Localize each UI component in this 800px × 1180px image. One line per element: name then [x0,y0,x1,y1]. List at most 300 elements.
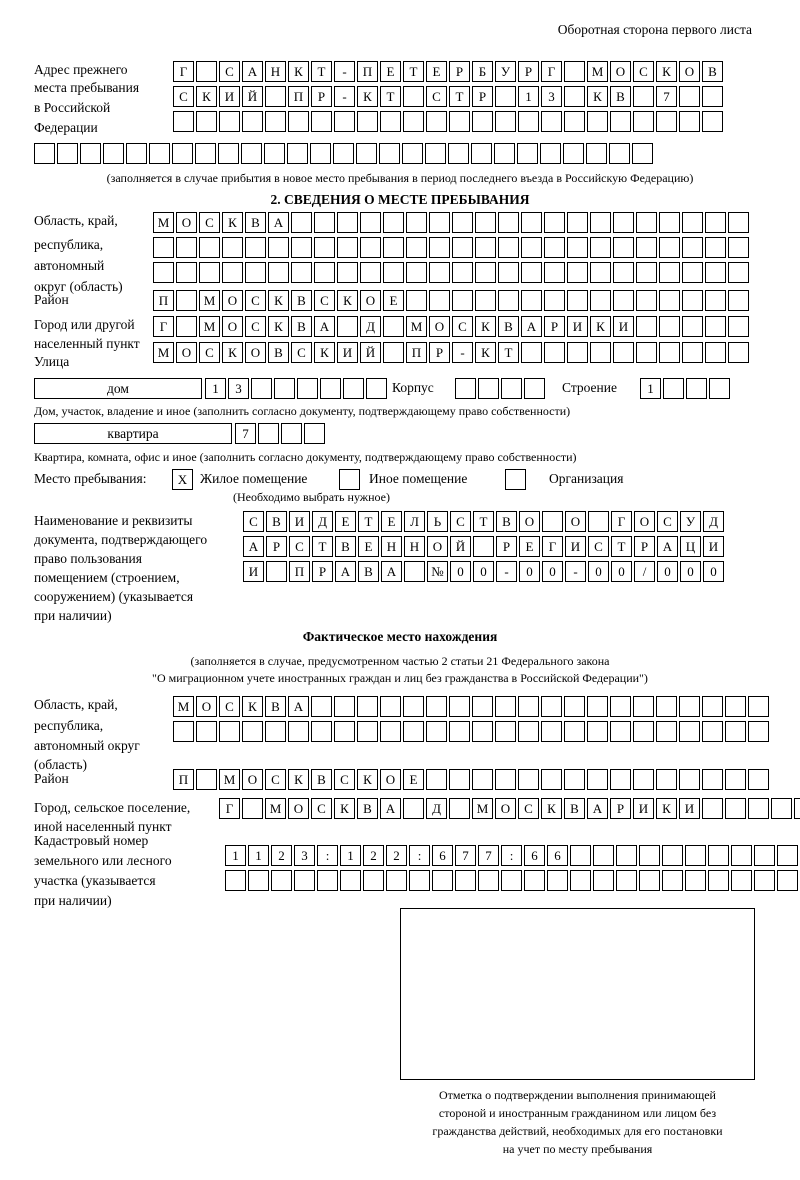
char-cell[interactable]: 3 [228,378,249,399]
char-cell[interactable] [544,237,565,258]
char-cell[interactable]: Т [473,511,494,532]
char-cell[interactable] [297,378,318,399]
char-cell[interactable]: № [427,561,448,582]
char-cell[interactable]: Г [153,316,174,337]
char-cell[interactable]: П [173,769,194,790]
char-cell[interactable]: М [265,798,286,819]
actual-region-row-1[interactable] [173,696,771,717]
char-cell[interactable] [317,870,338,891]
char-cell[interactable]: - [334,61,355,82]
char-cell[interactable]: М [153,212,174,233]
char-cell[interactable] [705,342,726,363]
char-cell[interactable]: Р [610,798,631,819]
char-cell[interactable] [610,721,631,742]
char-cell[interactable] [567,290,588,311]
char-cell[interactable] [682,237,703,258]
char-cell[interactable] [567,262,588,283]
char-cell[interactable]: Е [383,290,404,311]
char-cell[interactable] [563,143,584,164]
stay-type-checkbox-residential[interactable]: Х [172,469,193,490]
char-cell[interactable] [449,769,470,790]
char-cell[interactable] [429,290,450,311]
char-cell[interactable]: С [219,696,240,717]
char-cell[interactable] [455,870,476,891]
char-cell[interactable] [587,769,608,790]
char-cell[interactable]: Р [472,86,493,107]
char-cell[interactable]: О [176,212,197,233]
char-cell[interactable] [314,262,335,283]
char-cell[interactable] [705,290,726,311]
char-cell[interactable] [613,290,634,311]
char-cell[interactable] [567,342,588,363]
char-cell[interactable] [705,237,726,258]
char-cell[interactable] [242,111,263,132]
char-cell[interactable] [426,111,447,132]
char-cell[interactable] [245,237,266,258]
char-cell[interactable] [337,237,358,258]
char-cell[interactable]: К [268,290,289,311]
char-cell[interactable]: В [702,61,723,82]
char-cell[interactable] [564,696,585,717]
char-cell[interactable] [311,696,332,717]
char-cell[interactable]: И [289,511,310,532]
char-cell[interactable] [570,845,591,866]
char-cell[interactable] [426,696,447,717]
char-cell[interactable]: 3 [541,86,562,107]
char-cell[interactable]: К [357,86,378,107]
char-cell[interactable] [403,696,424,717]
city-row[interactable] [153,316,751,337]
char-cell[interactable]: Р [312,561,333,582]
char-cell[interactable] [705,212,726,233]
char-cell[interactable]: Ц [680,536,701,557]
char-cell[interactable]: 6 [432,845,453,866]
char-cell[interactable] [636,237,657,258]
char-cell[interactable] [268,262,289,283]
char-cell[interactable]: С [633,61,654,82]
char-cell[interactable]: К [475,342,496,363]
char-cell[interactable] [659,316,680,337]
prev-address-row-3[interactable] [173,111,725,132]
char-cell[interactable]: Е [380,61,401,82]
char-cell[interactable] [334,696,355,717]
char-cell[interactable]: У [495,61,516,82]
char-cell[interactable] [429,212,450,233]
char-cell[interactable]: Е [335,511,356,532]
char-cell[interactable]: Д [360,316,381,337]
char-cell[interactable] [613,212,634,233]
char-cell[interactable] [590,212,611,233]
char-cell[interactable] [656,696,677,717]
char-cell[interactable] [429,237,450,258]
char-cell[interactable] [452,212,473,233]
char-cell[interactable]: Г [173,61,194,82]
char-cell[interactable]: 1 [518,86,539,107]
char-cell[interactable] [610,696,631,717]
char-cell[interactable]: К [314,342,335,363]
char-cell[interactable] [195,143,216,164]
char-cell[interactable] [225,870,246,891]
char-cell[interactable] [251,378,272,399]
char-cell[interactable] [383,316,404,337]
char-cell[interactable] [541,721,562,742]
char-cell[interactable] [402,143,423,164]
char-cell[interactable] [682,290,703,311]
char-cell[interactable] [709,378,730,399]
stroenie-cells[interactable] [640,378,732,399]
char-cell[interactable] [705,262,726,283]
char-cell[interactable]: - [565,561,586,582]
char-cell[interactable] [636,342,657,363]
char-cell[interactable]: Г [542,536,563,557]
char-cell[interactable] [567,212,588,233]
char-cell[interactable] [590,342,611,363]
char-cell[interactable]: 0 [519,561,540,582]
char-cell[interactable] [478,870,499,891]
char-cell[interactable] [274,378,295,399]
char-cell[interactable] [222,237,243,258]
char-cell[interactable] [288,111,309,132]
char-cell[interactable] [518,721,539,742]
char-cell[interactable] [587,696,608,717]
char-cell[interactable]: А [521,316,542,337]
char-cell[interactable]: А [381,561,402,582]
char-cell[interactable] [245,262,266,283]
char-cell[interactable] [494,143,515,164]
char-cell[interactable] [386,870,407,891]
char-cell[interactable] [541,111,562,132]
char-cell[interactable] [662,845,683,866]
char-cell[interactable] [311,721,332,742]
char-cell[interactable] [360,262,381,283]
char-cell[interactable]: В [245,212,266,233]
char-cell[interactable] [636,262,657,283]
char-cell[interactable]: Р [266,536,287,557]
char-cell[interactable] [613,237,634,258]
char-cell[interactable] [455,378,476,399]
char-cell[interactable]: И [703,536,724,557]
char-cell[interactable]: В [311,769,332,790]
char-cell[interactable] [686,378,707,399]
stay-type-checkbox-other[interactable] [339,469,360,490]
char-cell[interactable] [725,798,746,819]
char-cell[interactable] [406,290,427,311]
char-cell[interactable] [473,536,494,557]
cadastral-row-2[interactable] [225,870,800,891]
char-cell[interactable] [383,212,404,233]
char-cell[interactable]: А [314,316,335,337]
char-cell[interactable] [357,696,378,717]
char-cell[interactable]: В [268,342,289,363]
char-cell[interactable] [153,262,174,283]
char-cell[interactable]: К [196,86,217,107]
char-cell[interactable]: Т [312,536,333,557]
char-cell[interactable] [380,696,401,717]
char-cell[interactable] [475,262,496,283]
char-cell[interactable]: Д [426,798,447,819]
char-cell[interactable] [176,290,197,311]
char-cell[interactable]: Р [429,342,450,363]
char-cell[interactable] [472,111,493,132]
char-cell[interactable] [314,212,335,233]
char-cell[interactable] [610,769,631,790]
char-cell[interactable] [495,769,516,790]
char-cell[interactable] [196,769,217,790]
actual-region-row-2[interactable] [173,721,771,742]
char-cell[interactable] [633,111,654,132]
char-cell[interactable] [547,870,568,891]
stay-type-checkbox-organization[interactable] [505,469,526,490]
char-cell[interactable] [34,143,55,164]
char-cell[interactable]: Е [519,536,540,557]
char-cell[interactable]: Т [403,61,424,82]
char-cell[interactable] [265,111,286,132]
char-cell[interactable]: С [243,511,264,532]
char-cell[interactable]: - [496,561,517,582]
char-cell[interactable] [590,237,611,258]
char-cell[interactable]: К [268,316,289,337]
char-cell[interactable]: С [199,342,220,363]
actual-district-row[interactable] [173,769,771,790]
prev-address-row-4[interactable] [34,143,655,164]
char-cell[interactable]: И [337,342,358,363]
char-cell[interactable]: 0 [473,561,494,582]
char-cell[interactable] [748,696,769,717]
char-cell[interactable] [728,237,749,258]
char-cell[interactable] [567,237,588,258]
char-cell[interactable] [383,237,404,258]
char-cell[interactable]: Г [611,511,632,532]
char-cell[interactable] [663,378,684,399]
char-cell[interactable] [291,237,312,258]
char-cell[interactable] [199,237,220,258]
char-cell[interactable] [593,845,614,866]
char-cell[interactable]: 7 [478,845,499,866]
char-cell[interactable] [541,696,562,717]
char-cell[interactable] [199,262,220,283]
char-cell[interactable] [685,870,706,891]
char-cell[interactable]: С [289,536,310,557]
char-cell[interactable]: Т [611,536,632,557]
char-cell[interactable]: Т [498,342,519,363]
char-cell[interactable]: Н [265,61,286,82]
char-cell[interactable]: О [610,61,631,82]
char-cell[interactable] [357,721,378,742]
char-cell[interactable] [748,721,769,742]
char-cell[interactable] [498,237,519,258]
char-cell[interactable] [705,316,726,337]
char-cell[interactable] [771,798,792,819]
char-cell[interactable] [540,143,561,164]
char-cell[interactable] [682,316,703,337]
char-cell[interactable] [679,111,700,132]
char-cell[interactable]: Л [404,511,425,532]
char-cell[interactable] [264,143,285,164]
char-cell[interactable] [409,870,430,891]
char-cell[interactable]: А [657,536,678,557]
char-cell[interactable] [176,316,197,337]
char-cell[interactable]: К [656,798,677,819]
document-row-1[interactable] [243,511,726,532]
char-cell[interactable] [103,143,124,164]
char-cell[interactable] [314,237,335,258]
char-cell[interactable] [337,262,358,283]
char-cell[interactable]: С [199,212,220,233]
char-cell[interactable] [498,290,519,311]
prev-address-row-2[interactable] [173,86,725,107]
char-cell[interactable] [613,262,634,283]
char-cell[interactable] [544,290,565,311]
char-cell[interactable] [426,721,447,742]
char-cell[interactable] [564,721,585,742]
char-cell[interactable]: М [587,61,608,82]
char-cell[interactable]: 0 [680,561,701,582]
char-cell[interactable] [521,290,542,311]
char-cell[interactable]: К [475,316,496,337]
char-cell[interactable] [682,342,703,363]
char-cell[interactable]: В [564,798,585,819]
char-cell[interactable]: О [429,316,450,337]
char-cell[interactable]: О [176,342,197,363]
char-cell[interactable]: П [357,61,378,82]
char-cell[interactable]: К [222,212,243,233]
char-cell[interactable] [449,696,470,717]
char-cell[interactable]: С [291,342,312,363]
char-cell[interactable] [357,111,378,132]
char-cell[interactable]: К [590,316,611,337]
char-cell[interactable] [452,290,473,311]
char-cell[interactable] [564,61,585,82]
char-cell[interactable]: : [317,845,338,866]
char-cell[interactable]: С [588,536,609,557]
char-cell[interactable] [196,111,217,132]
char-cell[interactable]: К [587,86,608,107]
char-cell[interactable] [343,378,364,399]
char-cell[interactable]: Е [426,61,447,82]
char-cell[interactable]: П [406,342,427,363]
char-cell[interactable]: А [243,536,264,557]
char-cell[interactable]: 1 [640,378,661,399]
char-cell[interactable]: 7 [656,86,677,107]
document-row-3[interactable] [243,561,726,582]
char-cell[interactable] [406,212,427,233]
document-row-2[interactable] [243,536,726,557]
char-cell[interactable]: И [613,316,634,337]
char-cell[interactable]: Й [242,86,263,107]
char-cell[interactable]: 1 [340,845,361,866]
char-cell[interactable] [404,561,425,582]
char-cell[interactable] [524,378,545,399]
char-cell[interactable]: И [243,561,264,582]
char-cell[interactable]: У [680,511,701,532]
char-cell[interactable] [258,423,279,444]
char-cell[interactable] [472,769,493,790]
char-cell[interactable] [590,262,611,283]
char-cell[interactable] [731,870,752,891]
char-cell[interactable]: М [472,798,493,819]
char-cell[interactable] [702,798,723,819]
char-cell[interactable] [728,212,749,233]
char-cell[interactable]: П [153,290,174,311]
char-cell[interactable] [636,316,657,337]
char-cell[interactable] [406,262,427,283]
char-cell[interactable] [656,111,677,132]
char-cell[interactable] [636,212,657,233]
char-cell[interactable]: А [335,561,356,582]
char-cell[interactable] [728,290,749,311]
char-cell[interactable]: 0 [450,561,471,582]
char-cell[interactable] [196,61,217,82]
char-cell[interactable]: С [657,511,678,532]
char-cell[interactable] [334,721,355,742]
street-row[interactable] [153,342,751,363]
char-cell[interactable] [475,290,496,311]
char-cell[interactable] [777,870,798,891]
char-cell[interactable] [383,262,404,283]
char-cell[interactable] [310,143,331,164]
char-cell[interactable]: С [452,316,473,337]
char-cell[interactable] [425,143,446,164]
char-cell[interactable] [311,111,332,132]
char-cell[interactable] [126,143,147,164]
char-cell[interactable]: Т [311,61,332,82]
char-cell[interactable] [587,111,608,132]
char-cell[interactable] [426,769,447,790]
char-cell[interactable] [685,845,706,866]
char-cell[interactable] [80,143,101,164]
actual-city-row[interactable] [219,798,800,819]
char-cell[interactable] [403,721,424,742]
char-cell[interactable] [570,870,591,891]
char-cell[interactable]: С [314,290,335,311]
char-cell[interactable]: А [587,798,608,819]
char-cell[interactable] [748,769,769,790]
char-cell[interactable] [656,721,677,742]
char-cell[interactable]: Ь [427,511,448,532]
char-cell[interactable] [304,423,325,444]
char-cell[interactable] [495,86,516,107]
char-cell[interactable] [360,212,381,233]
char-cell[interactable] [449,721,470,742]
char-cell[interactable]: - [452,342,473,363]
char-cell[interactable]: 7 [455,845,476,866]
char-cell[interactable] [495,696,516,717]
char-cell[interactable] [471,143,492,164]
prev-address-row-1[interactable] [173,61,725,82]
char-cell[interactable]: С [219,61,240,82]
char-cell[interactable] [248,870,269,891]
char-cell[interactable] [616,870,637,891]
char-cell[interactable]: Е [403,769,424,790]
char-cell[interactable]: О [242,769,263,790]
char-cell[interactable] [265,721,286,742]
char-cell[interactable] [708,845,729,866]
char-cell[interactable] [380,721,401,742]
char-cell[interactable]: К [656,61,677,82]
char-cell[interactable]: В [265,696,286,717]
char-cell[interactable]: А [380,798,401,819]
char-cell[interactable]: Т [358,511,379,532]
char-cell[interactable] [731,845,752,866]
char-cell[interactable] [633,721,654,742]
cadastral-row-1[interactable] [225,845,800,866]
char-cell[interactable] [449,111,470,132]
char-cell[interactable] [679,721,700,742]
char-cell[interactable] [241,143,262,164]
char-cell[interactable]: М [153,342,174,363]
char-cell[interactable] [521,212,542,233]
house-cells[interactable] [205,378,389,399]
